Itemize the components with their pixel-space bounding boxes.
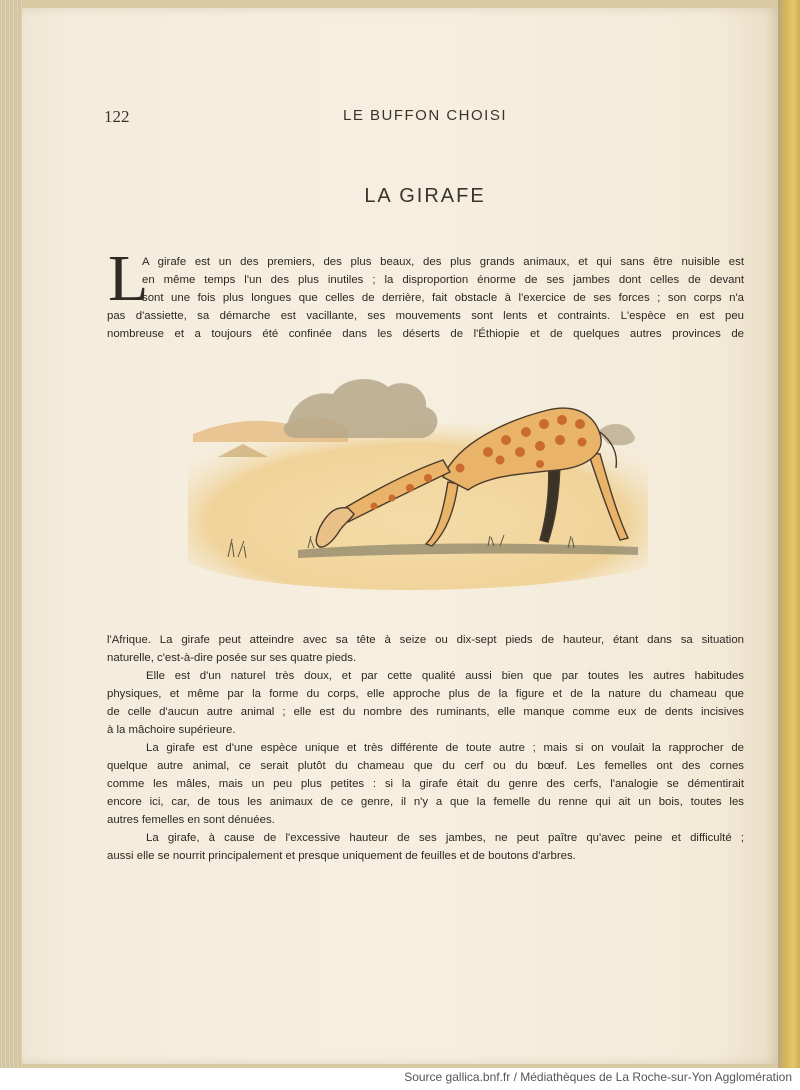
text-line: La girafe, à cause de l'excessive hauteur de ses jambes, ne peut paître qu'avec peine et difficulté ; xyxy=(146,832,744,844)
text-line: pas d'assiette, sa démarche est vacillante, ses mouvements sont lents et contraints. L'espèce en est peu xyxy=(107,310,744,322)
tree-cloud xyxy=(284,379,438,438)
source-credit: Source gallica.bnf.fr / Médiathèques de La Roche-sur-Yon Agglomération xyxy=(404,1070,792,1084)
text-line: à la mâchoire supérieure. xyxy=(107,724,236,736)
text-line: Elle est d'un naturel très doux, et par cette qualité aussi bien que par toutes les autres habitudes xyxy=(146,670,744,682)
text-line: sont une fois plus longues que celles de derrière, fait obstacle à l'exercice de ses forces ; son corps n'a xyxy=(142,292,744,304)
text-line: La girafe est d'une espèce unique et très différente de toute autre ; mais si on voulait la rapprocher de xyxy=(146,742,744,754)
book-binding xyxy=(778,0,800,1068)
drop-cap: L xyxy=(108,242,149,315)
chapter-title: LA GIRAFE xyxy=(364,185,486,207)
running-head: LE BUFFON CHOISI xyxy=(342,107,508,124)
giraffe-illustration xyxy=(188,372,648,602)
text-line: nombreuse et a toujours été confinée dans les déserts de l'Éthiopie et de quelques autres provinces de xyxy=(107,328,744,340)
text-line: aussi elle se nourrit principalement et presque uniquement de feuilles et de boutons d'arbres. xyxy=(107,850,576,862)
text-line: de celle d'aucun autre animal ; elle est du nombre des ruminants, elle manque comme eux de dents incisives xyxy=(107,706,744,718)
text-line: quelque autre animal, ce serait plutôt du chameau que du cerf ou du bœuf. Les femelles ont des cornes xyxy=(107,760,744,772)
page-edges xyxy=(0,0,22,1068)
text-line: A girafe est un des premiers, des plus beaux, des plus grands animaux, et qui sans être nuisible est xyxy=(142,256,744,268)
text-line: encore ici, car, de tous les animaux de ce genre, il n'y a que la femelle du renne qui ait un bois, toutes les xyxy=(107,796,744,808)
text-line: en même temps l'un des plus inutiles ; la disproportion énorme de ses jambes dont celles de devant xyxy=(142,274,744,286)
text-line: comme les mâles, mais un peu plus petites : si la girafe était du genre des cerfs, l'analogie se démentirait xyxy=(107,778,744,790)
text-line: l'Afrique. La girafe peut atteindre avec sa tête à seize ou dix-sept pieds de hauteur, étant dans sa situation xyxy=(107,634,744,646)
text-line: autres femelles en sont dénuées. xyxy=(107,814,275,826)
text-line: physiques, et même par la forme du corps, elle approche plus de la figure et de la nature du chameau que xyxy=(107,688,744,700)
page-number: 122 xyxy=(104,107,130,126)
text-line: naturelle, c'est-à-dire posée sur ses quatre pieds. xyxy=(107,652,357,664)
